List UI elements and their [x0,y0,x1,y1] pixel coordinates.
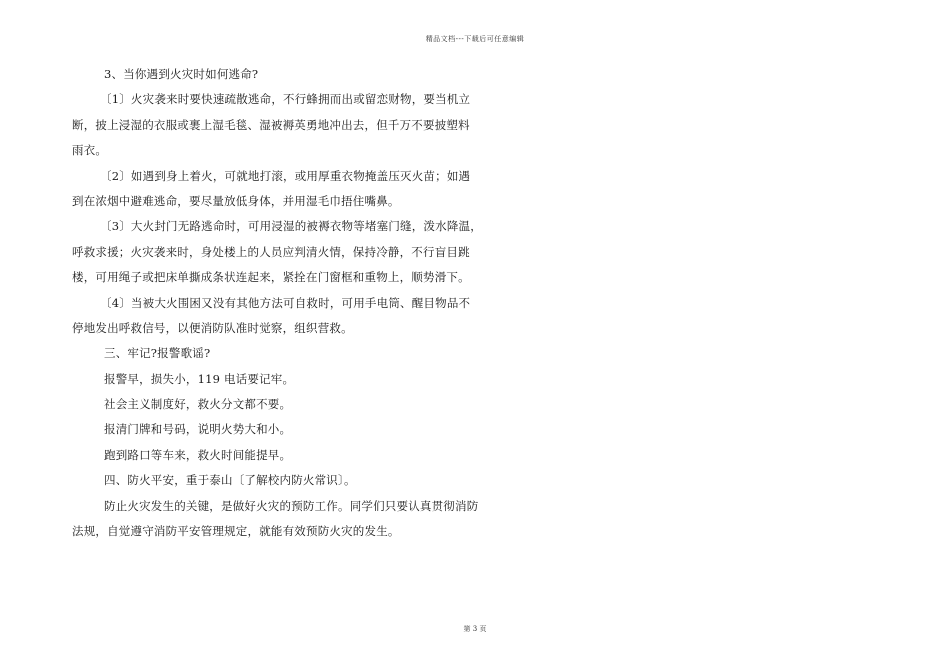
text-line: 断，披上浸湿的衣服或裹上湿毛毯、湿被褥英勇地冲出去，但千万不要披塑料 [72,117,470,132]
text-line: 报清门牌和号码，说明火势大和小。 [104,422,292,437]
header-note: 精品文档---下载后可任意编辑 [425,35,525,43]
page-number: 第 3 页 [463,625,487,633]
text-line: 楼，可用绳子或把床单撕成条状连起来，紧拴在门窗框和重物上，顺势滑下。 [72,270,470,285]
text-line: 四、防火平安，重于泰山〔了解校内防火常识〕。 [104,473,356,488]
text-line: 跑到路口等车来，救火时间能提早。 [104,447,292,462]
text-line: 到在浓烟中避难逃命，要尽量放低身体，并用湿毛巾捂住嘴鼻。 [72,193,400,208]
text-line: 社会主义制度好，救火分文都不要。 [104,397,292,412]
text-line: 报警早，损失小，119 电话要记牢。 [104,371,295,386]
text-line: 3、当你遇到火灾时如何逃命? [104,67,259,81]
text-line: 防止火灾发生的关键，是做好火灾的预防工作。同学们只要认真贯彻消防 [104,498,479,513]
text-line: 〔3〕大火封门无路逃命时，可用浸湿的被褥衣物等堵塞门缝，泼水降温， [100,219,482,234]
document-body [72,62,482,544]
text-line: 〔4〕当被大火围困又没有其他方法可自救时，可用手电筒、醒目物品不 [100,295,471,310]
text-line: 法规，自觉遵守消防平安管理规定，就能有效预防火灾的发生。 [72,524,400,539]
text-line: 停地发出呼救信号，以便消防队准时觉察，组织营救。 [72,320,353,335]
text-line: 三、牢记?报警歌谣? [104,346,211,361]
text-line: 〔1〕火灾袭来时要快速疏散逃命，不行蜂拥而出或留恋财物，要当机立 [100,92,471,107]
text-line: 〔2〕如遇到身上着火，可就地打滚，或用厚重衣物掩盖压灭火苗；如遇 [100,168,471,183]
text-line: 呼救求援；火灾袭来时，身处楼上的人员应判清火情，保持冷静，不行盲目跳 [72,244,470,259]
text-line: 雨衣。 [72,143,108,158]
